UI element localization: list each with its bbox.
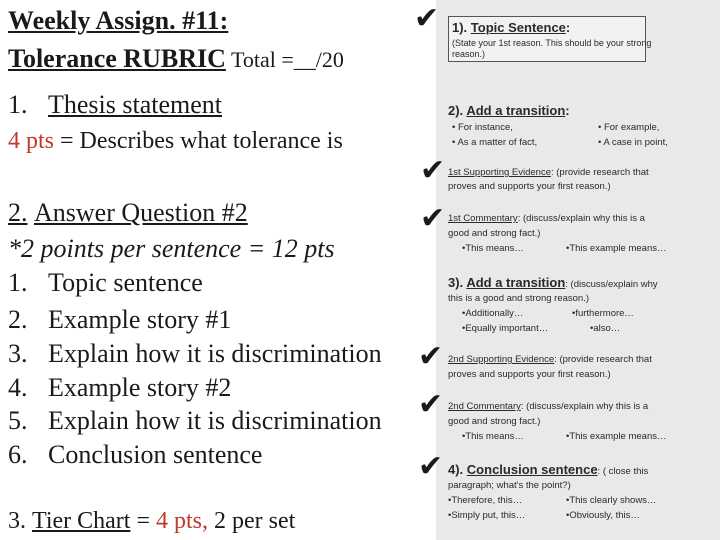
transition-number: 2). <box>448 103 464 118</box>
transition-option: • For example, <box>598 122 660 133</box>
total-score: Total =__/20 <box>225 47 344 72</box>
list-item-number: 4. <box>8 373 28 402</box>
transition-2-label: Add a transition <box>466 275 566 290</box>
rubric-title: Tolerance RUBRIC <box>8 44 226 73</box>
evidence-2-desc: : (provide research that <box>554 354 652 365</box>
section-1-description: = Describes what tolerance is <box>54 128 343 154</box>
section-1-label: Thesis statement <box>48 90 223 119</box>
check-icon: ✔ <box>418 339 444 374</box>
commentary-1-desc: : (discuss/explain why this is a <box>517 213 645 224</box>
list-item-text: Explain how it is discrimination <box>48 406 382 435</box>
list-item-text: Explain how it is discrimination <box>48 339 382 368</box>
conclusion-desc: : ( close this <box>597 466 649 477</box>
evidence-2-desc-2: proves and supports your first reason.) <box>448 369 611 380</box>
section-2-label: Answer Question #2 <box>34 198 248 227</box>
commentary-1-desc-2: good and strong fact.) <box>448 228 541 239</box>
section-2-number: 2. <box>8 198 28 227</box>
list-item <box>8 373 231 403</box>
conclusion-option: •This clearly shows… <box>566 495 657 506</box>
assignment-title: Weekly Assign. #11: <box>8 6 229 35</box>
evidence-1-desc-2: proves and supports your first reason.) <box>448 181 611 192</box>
transition-2-heading <box>448 275 658 290</box>
list-item-text: Conclusion sentence <box>48 440 263 469</box>
section-1-criteria <box>8 128 343 155</box>
conclusion-number: 4). <box>448 462 464 477</box>
commentary-1-option: •This means… <box>462 243 524 254</box>
conclusion-desc-2: paragraph; what's the point?) <box>448 480 571 491</box>
list-item <box>8 339 382 369</box>
commentary-2-desc: : (discuss/explain why this is a <box>520 401 649 412</box>
topic-desc-1: (State your 1st reason. This should be your strong <box>452 38 652 48</box>
commentary-1-line <box>448 213 645 224</box>
transition-2-option: •furthermore… <box>572 308 634 319</box>
topic-colon: : <box>565 20 571 35</box>
list-item-text: Example story #1 <box>48 305 232 334</box>
evidence-2-label: 2nd Supporting Evidence <box>448 354 555 365</box>
paragraph-outline-panel <box>436 0 720 540</box>
transition-2-number: 3). <box>448 275 464 290</box>
topic-label: Topic Sentence <box>470 20 566 35</box>
list-item-number: 1. <box>8 268 28 297</box>
transition-heading <box>448 103 570 118</box>
commentary-2-line <box>448 401 648 412</box>
topic-desc-2: reason.) <box>452 49 486 59</box>
check-icon: ✔ <box>420 201 446 236</box>
list-item <box>8 268 203 298</box>
list-item-number: 5. <box>8 406 28 435</box>
transition-label: Add a transition <box>466 103 566 118</box>
list-item-number: 2. <box>8 305 28 334</box>
commentary-1-label: 1st Commentary <box>448 213 518 224</box>
commentary-2-option: •This example means… <box>566 431 667 442</box>
section-3-equals: = <box>130 508 156 534</box>
commentary-2-desc-2: good and strong fact.) <box>448 416 541 427</box>
transition-option: • A case in point, <box>598 137 668 148</box>
section-3-label: Tier Chart <box>32 508 131 534</box>
commentary-2-option: •This means… <box>462 431 524 442</box>
section-1-number: 1. <box>8 90 28 119</box>
conclusion-option: •Obviously, this… <box>566 510 640 521</box>
transition-colon: : <box>565 103 570 118</box>
transition-option: • As a matter of fact, <box>452 137 538 148</box>
section-2-points: *2 points per sentence = 12 pts <box>8 234 335 263</box>
list-item-number: 6. <box>8 440 28 469</box>
section-3-heading <box>8 508 295 535</box>
evidence-1-label: 1st Supporting Evidence <box>448 167 551 178</box>
conclusion-label: Conclusion sentence <box>466 462 598 477</box>
section-3-rest: 2 per set <box>208 508 296 534</box>
section-3-number: 3. <box>8 508 26 534</box>
evidence-2-line <box>448 354 652 365</box>
rubric-title-line <box>8 44 344 74</box>
transition-2-option: •also… <box>590 323 621 334</box>
section-3-points: 4 pts, <box>156 508 209 534</box>
evidence-1-line <box>448 167 649 178</box>
list-item-number: 3. <box>8 339 28 368</box>
list-item <box>8 440 262 470</box>
section-1-heading <box>8 90 222 120</box>
conclusion-option: •Therefore, this… <box>448 495 523 506</box>
list-item <box>8 406 382 436</box>
transition-2-option: •Equally important… <box>462 323 549 334</box>
transition-2-option: •Additionally… <box>462 308 524 319</box>
check-icon: ✔ <box>418 449 444 484</box>
topic-sentence-heading <box>452 20 570 35</box>
list-item-text: Topic sentence <box>48 268 203 297</box>
check-icon: ✔ <box>418 387 444 422</box>
commentary-2-label: 2nd Commentary <box>448 401 521 412</box>
list-item <box>8 305 231 335</box>
conclusion-option: •Simply put, this… <box>448 510 526 521</box>
check-icon: ✔ <box>420 153 446 188</box>
section-2-heading <box>8 198 248 228</box>
list-item-text: Example story #2 <box>48 373 232 402</box>
commentary-1-option: •This example means… <box>566 243 667 254</box>
transition-option: • For instance, <box>452 122 513 133</box>
topic-number: 1). <box>452 20 468 35</box>
evidence-1-desc: : (provide research that <box>550 167 649 178</box>
transition-2-desc: : (discuss/explain why <box>565 279 658 290</box>
conclusion-heading <box>448 462 648 477</box>
section-1-points: 4 pts <box>8 128 55 154</box>
transition-2-desc-2: this is a good and strong reason.) <box>448 293 590 304</box>
check-icon: ✔ <box>414 1 440 36</box>
